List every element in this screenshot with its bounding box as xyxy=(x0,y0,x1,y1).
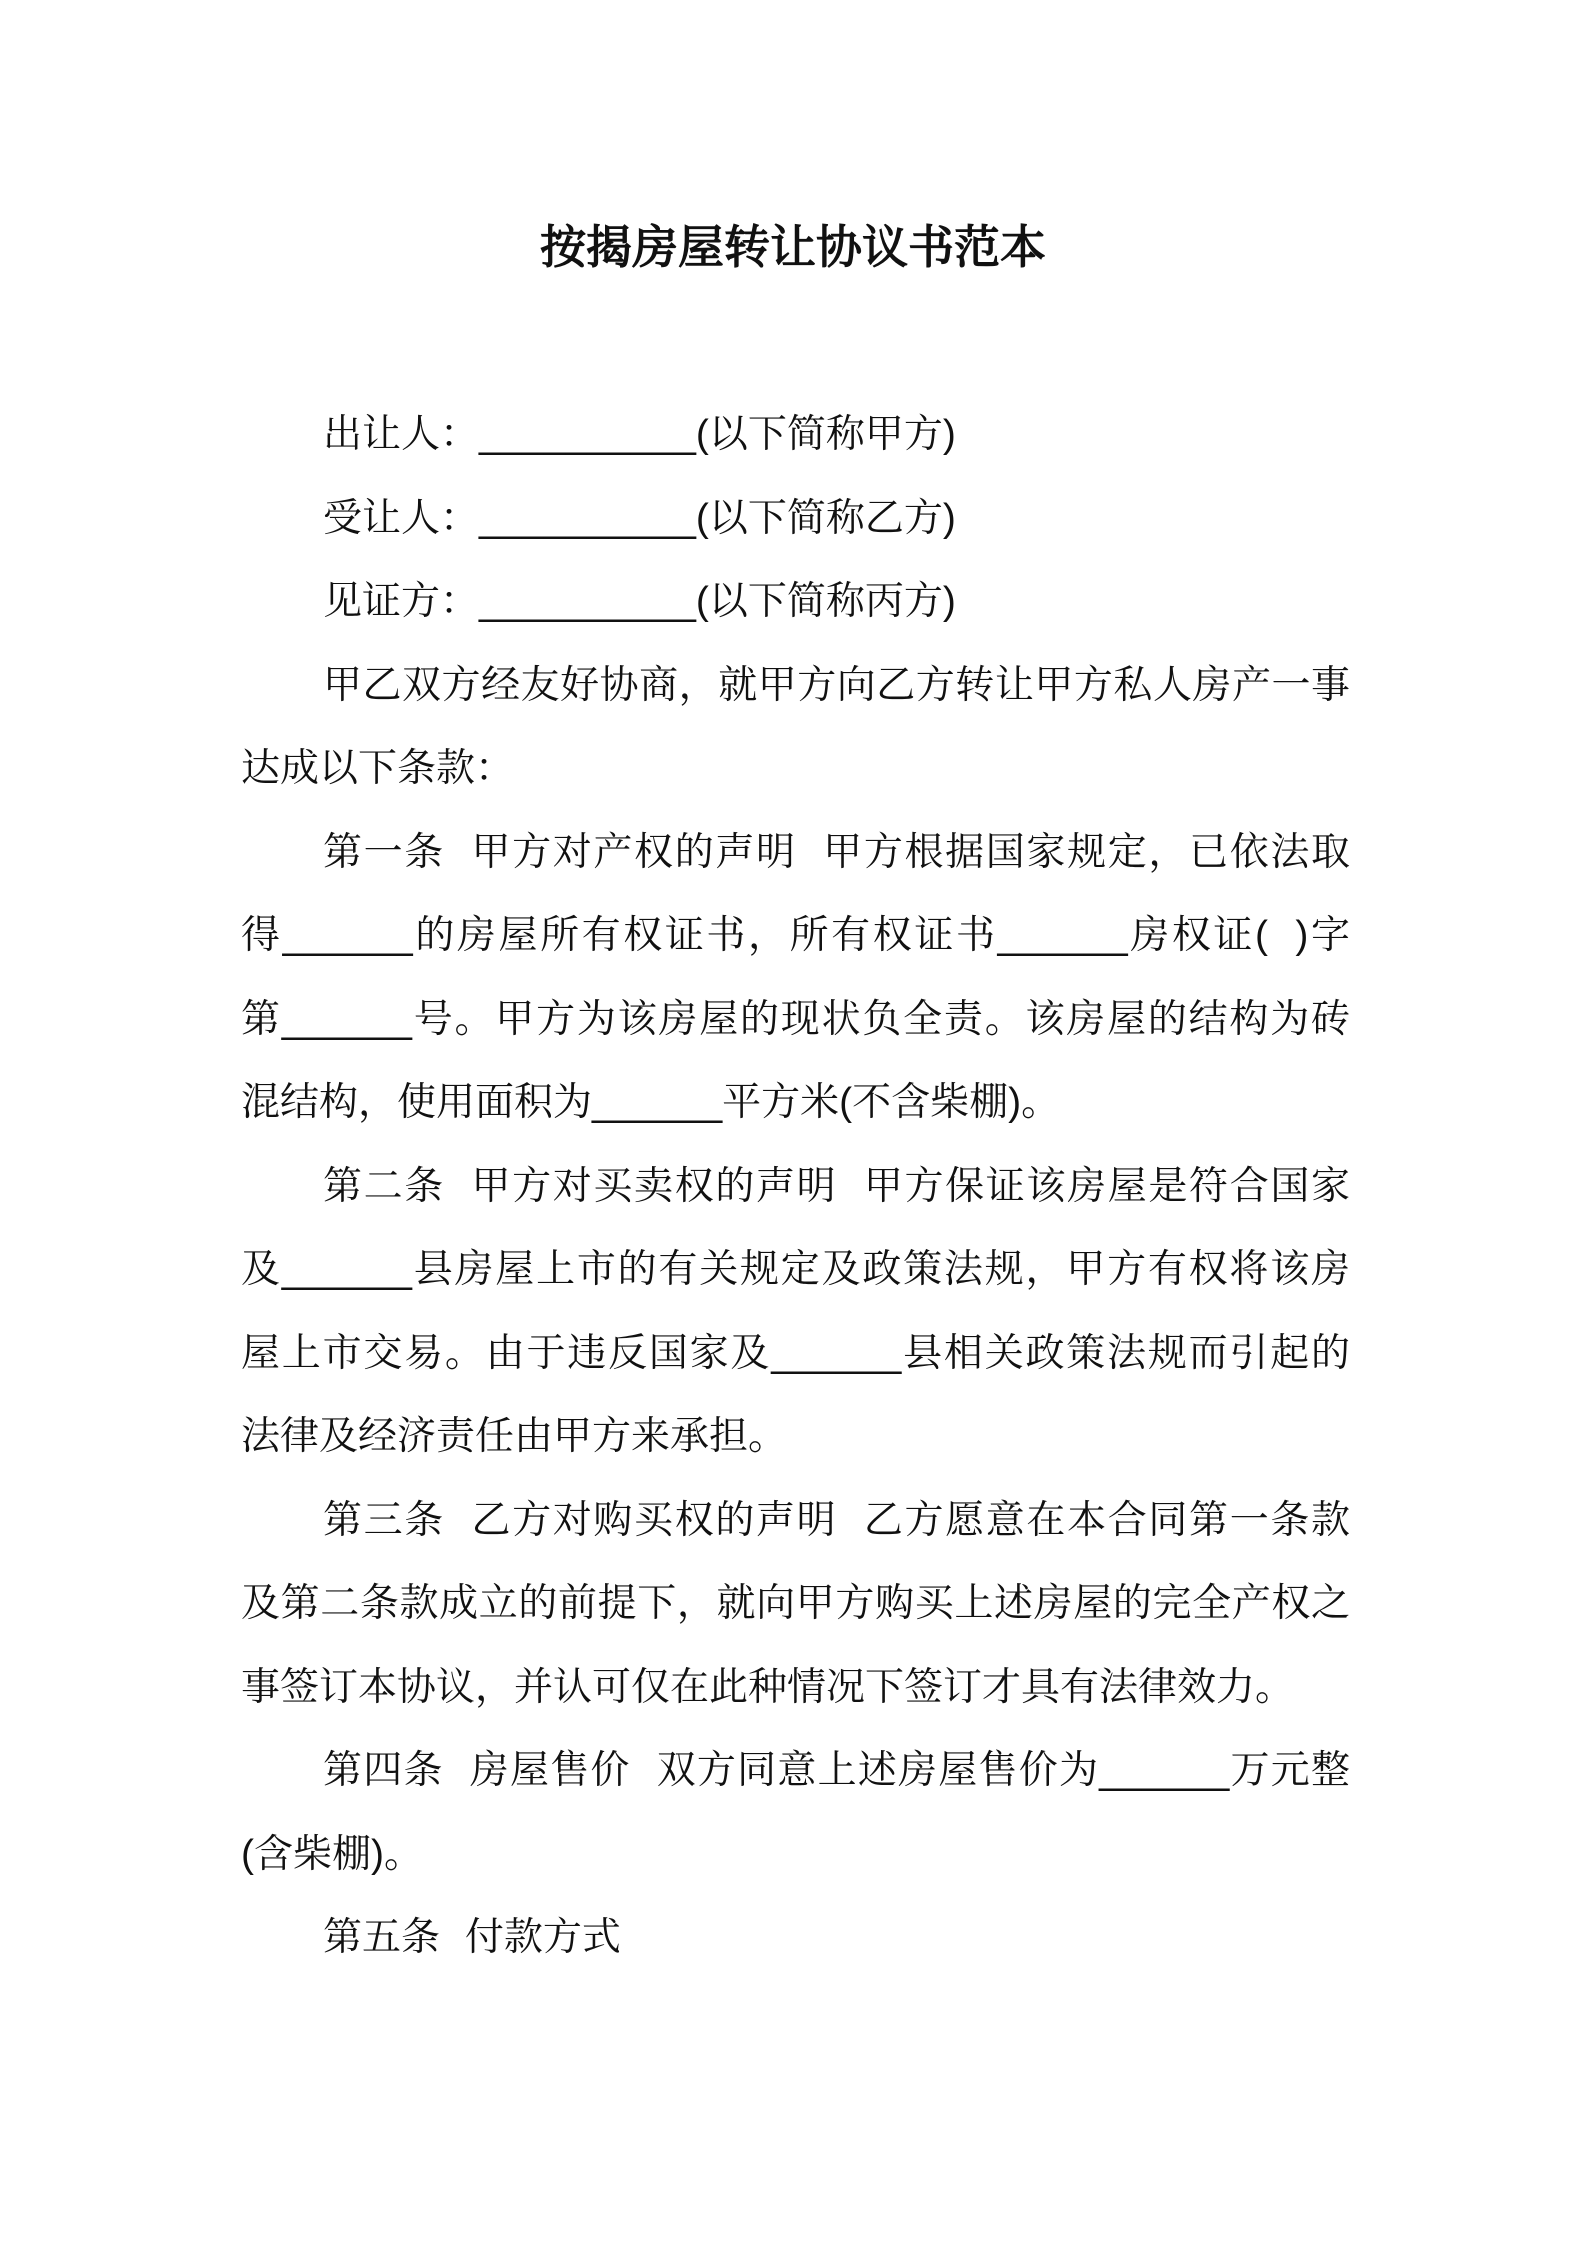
article-line: 第一条 甲方对产权的声明 甲方根据国家规定，已依法取 xyxy=(323,830,1350,874)
article-2 xyxy=(241,1145,1350,1479)
party-name-blank: __________ xyxy=(479,496,696,540)
article-line: (含柴棚)。 xyxy=(241,1832,423,1876)
party-list xyxy=(241,393,1350,644)
party-designation: (以下简称甲方) xyxy=(695,413,956,456)
party-line-witness xyxy=(241,560,1350,644)
party-line-transferor xyxy=(241,393,1350,477)
article-line: 及第二条款成立的前提下，就向甲方购买上述房屋的完全产权之 xyxy=(241,1582,1350,1625)
article-line: 法律及经济责任由甲方来承担。 xyxy=(241,1415,788,1458)
article-line: 第四条 房屋售价 双方同意上述房屋售价为______万元整 xyxy=(323,1749,1350,1792)
article-3 xyxy=(241,1479,1350,1730)
party-role-label: 受让人： xyxy=(323,496,480,540)
article-5 xyxy=(241,1896,1350,1980)
article-4 xyxy=(241,1729,1350,1896)
document-title: 按揭房屋转让协议书范本 xyxy=(540,221,1046,273)
article-line: 屋上市交易。由于违反国家及______县相关政策法规而引起的 xyxy=(241,1331,1350,1375)
preamble-paragraph xyxy=(241,644,1350,811)
article-line: 混结构，使用面积为______平方米(不含柴棚)。 xyxy=(241,1081,1061,1124)
party-role-label: 出让人： xyxy=(323,413,480,456)
article-line: 得______的房屋所有权证书，所有权证书______房权证( )字 xyxy=(241,914,1350,957)
article-line: 事签订本协议，并认可仅在此种情况下签订才具有法律效力。 xyxy=(241,1665,1295,1709)
party-name-blank: __________ xyxy=(479,580,696,623)
preamble-line: 甲乙双方经友好协商，就甲方向乙方转让甲方私人房产一事 xyxy=(323,663,1350,707)
article-line: 第二条 甲方对买卖权的声明 甲方保证该房屋是符合国家 xyxy=(323,1164,1350,1208)
document-body xyxy=(241,393,1350,1980)
article-line: 及______县房屋上市的有关规定及政策法规，甲方有权将该房 xyxy=(241,1248,1350,1291)
article-line: 第______号。甲方为该房屋的现状负全责。该房屋的结构为砖 xyxy=(241,997,1350,1041)
party-name-blank: __________ xyxy=(479,413,696,456)
party-designation: (以下简称乙方) xyxy=(695,496,956,540)
party-line-transferee xyxy=(241,477,1350,561)
party-role-label: 见证方： xyxy=(323,580,480,623)
preamble-line: 达成以下条款： xyxy=(241,747,515,790)
party-designation: (以下简称丙方) xyxy=(695,580,956,623)
article-line: 第五条 付款方式 xyxy=(323,1916,621,1959)
article-line: 第三条 乙方对购买权的声明 乙方愿意在本合同第一条款 xyxy=(323,1498,1350,1542)
article-1 xyxy=(241,811,1350,1145)
